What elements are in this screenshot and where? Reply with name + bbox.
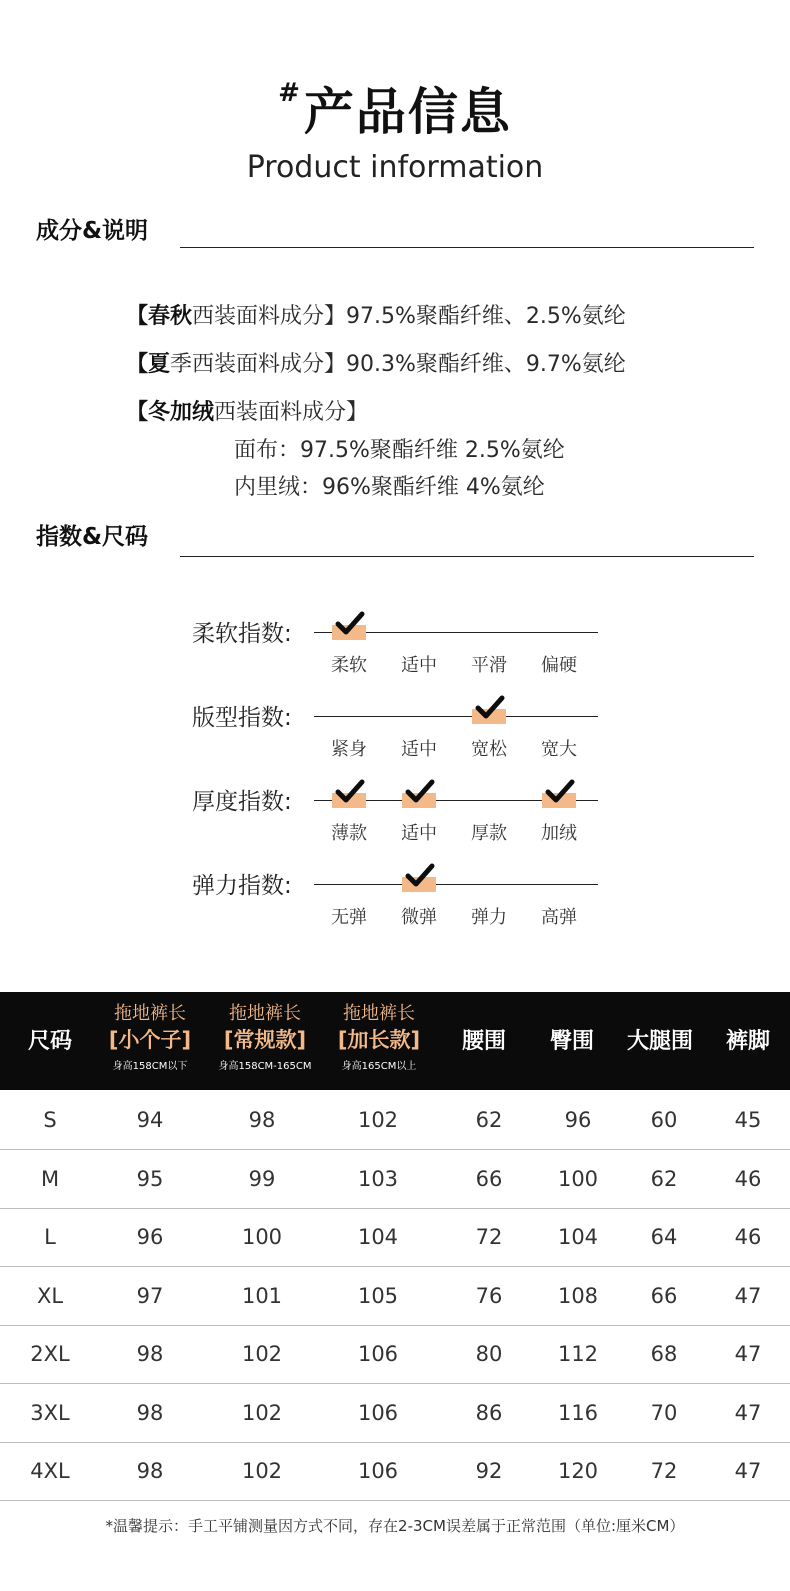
measure-cell: 66 [475, 1166, 503, 1191]
measure-cell: 99 [248, 1166, 276, 1191]
measure-cell: 47 [734, 1342, 762, 1366]
measure-cell: 100 [557, 1166, 599, 1191]
title-text: 产品信息 [303, 83, 512, 141]
index-option: 无弹 [331, 907, 367, 928]
measure-cell: 103 [357, 1166, 399, 1191]
measure-cell: 98 [248, 1108, 276, 1132]
indices-heading: 指数&尺码 [36, 524, 149, 550]
checkmark-icon [542, 793, 576, 808]
index-option: 弹力 [471, 907, 507, 928]
composition-divider [180, 247, 754, 248]
index-option: 适中 [401, 823, 437, 844]
measure-cell: 45 [734, 1108, 762, 1132]
composition-line-spring-autumn: 【春秋西装面料成分】97.5%聚酯纤维、2.5%氨纶 [126, 304, 626, 329]
composition-heading: 成分&说明 [36, 218, 149, 244]
index-option: 偏硬 [541, 655, 577, 676]
checkmark-icon [402, 793, 436, 808]
measure-cell: 116 [557, 1400, 599, 1425]
measure-cell: 102 [357, 1108, 399, 1132]
header-hem: 裤脚 [725, 1029, 770, 1054]
measure-cell: 105 [357, 1283, 399, 1308]
measure-cell: 104 [357, 1225, 399, 1249]
measure-cell: 112 [557, 1342, 599, 1366]
measure-cell: 95 [136, 1166, 164, 1191]
header-waist: 腰围 [461, 1029, 506, 1054]
measure-cell: 46 [734, 1166, 762, 1191]
measure-cell: 92 [475, 1459, 503, 1483]
index-option: 柔软 [331, 655, 367, 676]
composition-sub-lining: 内里绒：96%聚酯纤维 4%氨纶 [234, 475, 545, 500]
measure-cell: 47 [734, 1400, 762, 1425]
size-cell: S [43, 1108, 57, 1132]
measure-cell: 94 [136, 1108, 164, 1132]
measure-cell: 102 [241, 1459, 283, 1483]
checkmark-icon [332, 625, 366, 640]
measure-cell: 104 [557, 1225, 599, 1249]
measure-cell: 100 [241, 1225, 283, 1249]
measure-cell: 106 [357, 1342, 399, 1366]
footer-note: *温馨提示：手工平铺测量因方式不同，存在2-3CM误差属于正常范围（单位:厘米CM） [105, 1517, 685, 1535]
measure-cell: 97 [136, 1283, 164, 1308]
size-cell: 2XL [30, 1342, 70, 1366]
measure-cell: 98 [136, 1459, 164, 1483]
hash-mark: # [278, 78, 302, 108]
measure-cell: 120 [557, 1459, 599, 1483]
indices-divider [180, 556, 754, 557]
index-option: 高弹 [541, 907, 577, 928]
measure-cell: 66 [650, 1283, 678, 1308]
page-subtitle: Product information [246, 150, 544, 185]
size-cell: 4XL [30, 1459, 70, 1483]
index-label: 弹力指数: [192, 873, 292, 899]
index-track [314, 716, 598, 717]
measure-cell: 47 [734, 1459, 762, 1483]
measure-cell: 72 [475, 1225, 503, 1249]
measure-cell: 102 [241, 1400, 283, 1425]
index-option: 适中 [401, 739, 437, 760]
index-option: 紧身 [331, 739, 367, 760]
measure-cell: 106 [357, 1400, 399, 1425]
header-size: 尺码 [27, 1029, 72, 1054]
table-row [0, 1442, 790, 1501]
measure-cell: 46 [734, 1225, 762, 1249]
size-cell: 3XL [30, 1400, 70, 1425]
header-thigh: 大腿围 [626, 1029, 693, 1054]
measure-cell: 102 [241, 1342, 283, 1366]
index-option: 薄款 [331, 823, 367, 844]
measure-cell: 62 [650, 1166, 678, 1191]
index-option: 宽松 [471, 739, 507, 760]
measure-cell: 76 [475, 1283, 503, 1308]
index-label: 柔软指数: [192, 621, 292, 647]
checkmark-icon [332, 793, 366, 808]
header-length-petite: 拖地裤长 [小个子] 身高158CM以下 [108, 1003, 192, 1072]
table-row [0, 1091, 790, 1150]
index-label: 版型指数: [192, 705, 292, 731]
size-cell: L [44, 1225, 56, 1249]
measure-cell: 70 [650, 1400, 678, 1425]
index-option: 微弹 [401, 907, 437, 928]
measure-cell: 96 [136, 1225, 164, 1249]
index-option: 宽大 [541, 739, 577, 760]
header-length-regular: 拖地裤长 [常规款] 身高158CM-165CM [218, 1003, 312, 1072]
table-row [0, 1325, 790, 1384]
index-option: 厚款 [471, 823, 507, 844]
measure-cell: 64 [650, 1225, 678, 1249]
index-track [314, 884, 598, 885]
measure-cell: 98 [136, 1400, 164, 1425]
measure-cell: 96 [564, 1108, 592, 1132]
table-row [0, 1208, 790, 1267]
measure-cell: 68 [650, 1342, 678, 1366]
checkmark-icon [402, 877, 436, 892]
measure-cell: 108 [557, 1283, 599, 1308]
size-cell: M [40, 1166, 60, 1191]
composition-line-winter: 【冬加绒西装面料成分】 [126, 400, 369, 425]
measure-cell: 98 [136, 1342, 164, 1366]
measure-cell: 86 [475, 1400, 503, 1425]
measure-cell: 62 [475, 1108, 503, 1132]
table-row [0, 1384, 790, 1443]
composition-line-summer: 【夏季西装面料成分】90.3%聚酯纤维、9.7%氨纶 [126, 352, 626, 377]
size-cell: XL [36, 1283, 64, 1308]
measure-cell: 72 [650, 1459, 678, 1483]
page-title [0, 72, 790, 144]
measure-cell: 60 [650, 1108, 678, 1132]
header-length-long: 拖地裤长 [加长款] 身高165CM以上 [337, 1003, 421, 1072]
header-hip: 臀围 [549, 1029, 594, 1054]
measure-cell: 101 [241, 1283, 283, 1308]
size-table-header [0, 992, 790, 1090]
index-label: 厚度指数: [192, 789, 292, 815]
checkmark-icon [472, 709, 506, 724]
composition-sub-outer: 面布：97.5%聚酯纤维 2.5%氨纶 [234, 438, 565, 463]
measure-cell: 80 [475, 1342, 503, 1366]
table-row [0, 1267, 790, 1326]
index-option: 平滑 [471, 655, 507, 676]
measure-cell: 47 [734, 1283, 762, 1308]
measure-cell: 106 [357, 1459, 399, 1483]
index-option: 加绒 [541, 823, 577, 844]
index-option: 适中 [401, 655, 437, 676]
table-row [0, 1150, 790, 1209]
